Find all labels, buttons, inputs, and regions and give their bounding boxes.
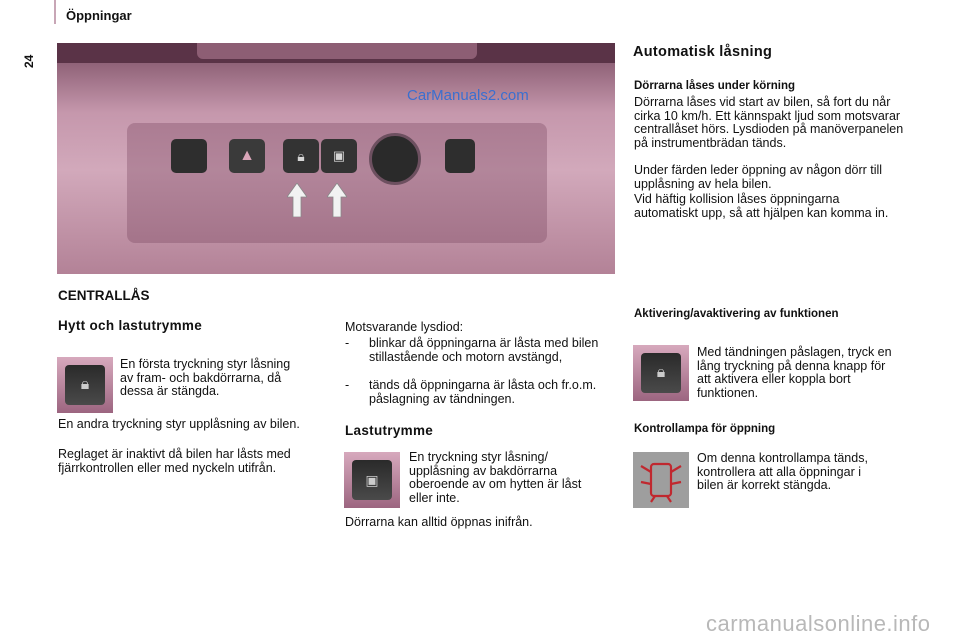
led-bullet-2 [345,379,613,406]
cargo-lock-icon: ▣ [352,460,392,500]
cab-title: Hytt och lastutrymme [58,318,203,333]
hazard-switch-icon: ▲ [229,139,265,173]
car-doors-open-icon [633,452,689,508]
dashboard-photo [57,43,615,274]
arrow-up-icon [287,183,307,217]
auto-lock-subtitle: Dörrarna låses under körning [634,80,796,92]
cab-lock-button-image [57,357,113,413]
activation-text: Med tändningen påslagen, tryck en lång tryckning på denna knapp för att aktivera eller koppla bort funktionen. [697,345,892,400]
margin-line [54,0,56,24]
section-title: Öppningar [66,8,132,23]
cargo-p2: Dörrarna kan alltid öppnas inifrån. [345,515,533,529]
bullet-text: tänds då öppningarna är låsta och fr.o.m. påslagning av tändningen. [369,378,597,406]
cab-button-text: En första tryckning styr låsning av fram- och bakdörrarna, då dessa är stängda. [120,357,291,398]
bullet-text: blinkar då öppningarna är låsta med bilen stillastående och motorn avstängd, [369,336,599,364]
warning-title: Kontrollampa för öppning [634,423,776,435]
auto-lock-p2: Under färden leder öppning av någon dörr till upplåsning av hela bilen. [634,163,883,191]
central-lock-title: CENTRALLÅS [58,288,150,303]
footer-watermark: carmanualsonline.info [706,611,931,636]
activation-button-image [633,345,689,401]
warning-text: Om denna kontrollampa tänds, kontrollera att alla öppningar i bilen är korrekt stängda. [697,451,868,492]
bullet-dash: - [345,378,350,392]
lighter-icon [369,133,421,185]
cargo-title: Lastutrymme [345,423,434,438]
cargo-lock-button-image [344,452,400,508]
bullet-dash: - [345,336,350,350]
cargo-button-text: En tryckning styr låsning/ upplåsning av bakdörrarna oberoende av om hytten är låst eller inte. [409,450,582,505]
left-switch-icon [171,139,207,173]
lock-icon: 🔒︎ [65,365,105,405]
open-door-warning-lamp [633,452,689,508]
cab-p3: Reglaget är inaktivt då bilen har låsts med fjärrkontrollen eller med nyckeln utifrån. [58,447,291,475]
led-intro: Motsvarande lysdiod: [345,320,464,334]
lock-switch-icon: 🔒︎ [283,139,319,173]
dash-vent-strip [197,43,477,59]
arrow-up-icon [327,183,347,217]
photo-watermark: CarManuals2.com [407,87,529,104]
cab-p2: En andra tryckning styr upplåsning av bilen. [58,417,300,431]
auto-lock-p3: Vid häftig kollision låses öppningarna automatiskt upp, så att hjälpen kan komma in. [634,192,889,220]
page-number: 24 [22,54,36,68]
auto-lock-title: Automatisk låsning [633,44,773,60]
lock-icon: 🔒︎ [641,353,681,393]
led-bullet-1 [345,337,613,364]
cargo-lock-switch-icon: ▣ [321,139,357,173]
activation-title: Aktivering/avaktivering av funktionen [634,308,839,320]
right-switch-icon [445,139,475,173]
auto-lock-p1: Dörrarna låses vid start av bilen, så fort du når cirka 10 km/h. Ett kännspakt ljud som motsvarar centrallåset hörs. Lysdioden på manöverpanelen på instrumentbrädan tänds. [634,95,904,150]
